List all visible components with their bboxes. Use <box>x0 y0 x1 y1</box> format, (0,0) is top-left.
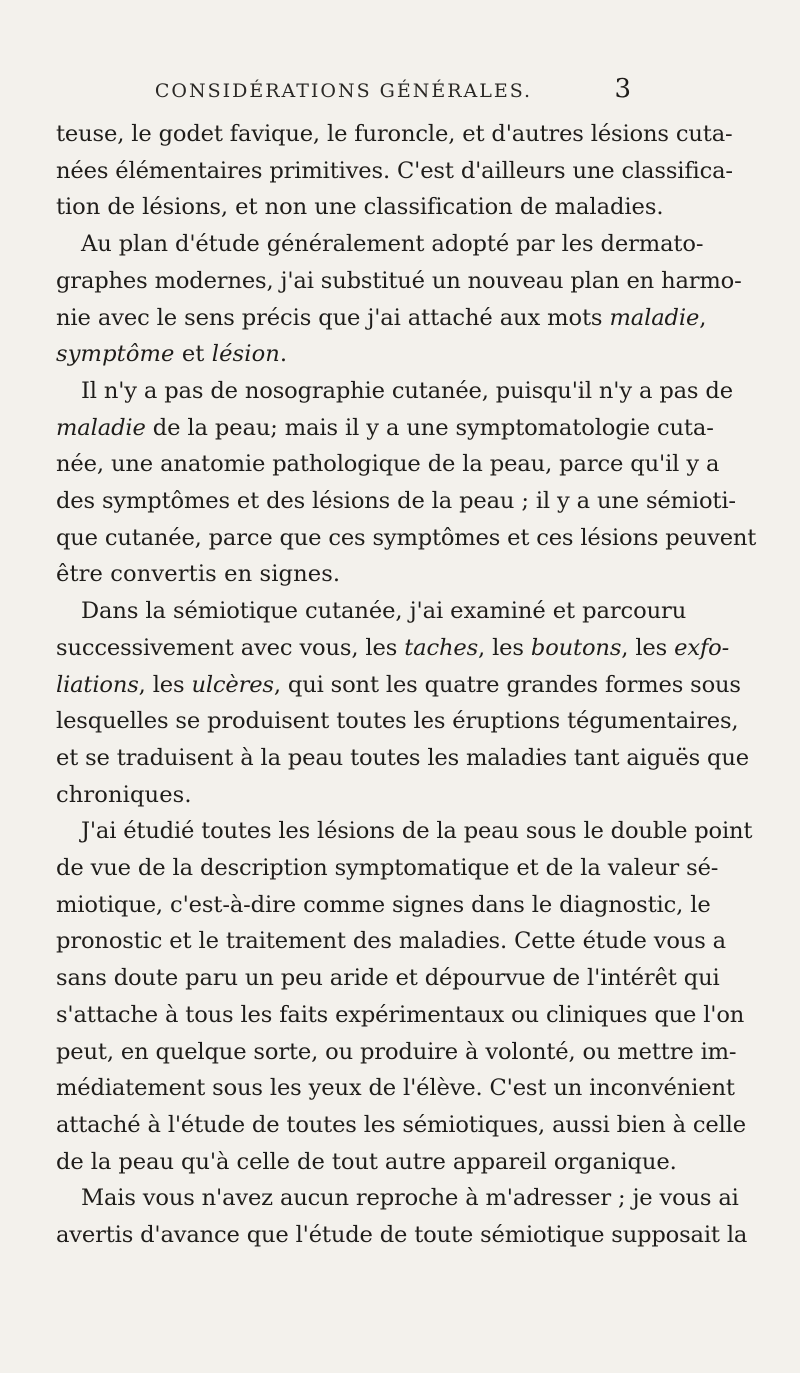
text-line: lesquelles se produisent toutes les éruptions tégumentaires, <box>56 708 739 735</box>
text-line: symptôme et lésion. <box>56 341 288 368</box>
text-line: teuse, le godet favique, le furoncle, et d'autres lésions cuta- <box>56 121 733 147</box>
text-line: de vue de la description symptomatique et de la valeur sé- <box>56 855 719 882</box>
text-line: avertis d'avance que l'étude de toute sémiotique supposait la <box>56 1222 748 1249</box>
text-line: pronostic et le traitement des maladies. Cette étude vous a <box>56 928 727 955</box>
body-text <box>56 116 757 1254</box>
text-line: liations, les ulcères, qui sont les quatre grandes formes sous <box>56 671 741 698</box>
text-line: des symptômes et des lésions de la peau ; il y a une sémioti- <box>56 488 736 515</box>
text-line: Dans la sémiotique cutanée, j'ai examiné et parcouru <box>81 598 687 625</box>
running-head <box>56 74 631 114</box>
text-line: Il n'y a pas de nosographie cutanée, puisqu'il n'y a pas de <box>81 377 733 404</box>
running-title: CONSIDÉRATIONS GÉNÉRALES. <box>154 80 533 102</box>
text-line: Mais vous n'avez aucun reproche à m'adresser ; je vous ai <box>81 1185 739 1212</box>
page-number: 3 <box>614 74 631 104</box>
text-line: née, une anatomie pathologique de la peau, parce qu'il y a <box>56 451 720 478</box>
text-line: miotique, c'est-à-dire comme signes dans le diagnostic, le <box>56 891 711 918</box>
text-line: nie avec le sens précis que j'ai attaché aux mots maladie, <box>56 304 707 331</box>
text-line: maladie de la peau; mais il y a une symptomatologie cuta- <box>56 414 714 441</box>
text-line: attaché à l'étude de toutes les sémiotiques, aussi bien à celle <box>56 1111 746 1138</box>
text-line: graphes modernes, j'ai substitué un nouveau plan en harmo- <box>56 267 742 294</box>
text-line: de la peau qu'à celle de tout autre appareil organique. <box>56 1148 677 1175</box>
text-line: J'ai étudié toutes les lésions de la peau sous le double point <box>81 818 753 845</box>
text-line: tion de lésions, et non une classification de maladies. <box>56 194 664 221</box>
text-line: s'attache à tous les faits expérimentaux ou cliniques que l'on <box>56 1001 745 1028</box>
text-line: successivement avec vous, les taches, les boutons, les exfo- <box>56 634 730 661</box>
text-line: et se traduisent à la peau toutes les maladies tant aiguës que <box>56 744 749 771</box>
text-line: sans doute paru un peu aride et dépourvue de l'intérêt qui <box>56 965 720 992</box>
text-line: chroniques. <box>56 781 192 808</box>
text-line: médiatement sous les yeux de l'élève. C'est un inconvénient <box>56 1075 735 1102</box>
text-line: être convertis en signes. <box>56 561 341 588</box>
text-line: nées élémentaires primitives. C'est d'ailleurs une classifica- <box>56 157 733 184</box>
text-line: peut, en quelque sorte, ou produire à volonté, ou mettre im- <box>56 1038 737 1065</box>
text-line: que cutanée, parce que ces symptômes et ces lésions peuvent <box>56 524 757 551</box>
text-line: Au plan d'étude généralement adopté par les dermato- <box>81 231 704 258</box>
